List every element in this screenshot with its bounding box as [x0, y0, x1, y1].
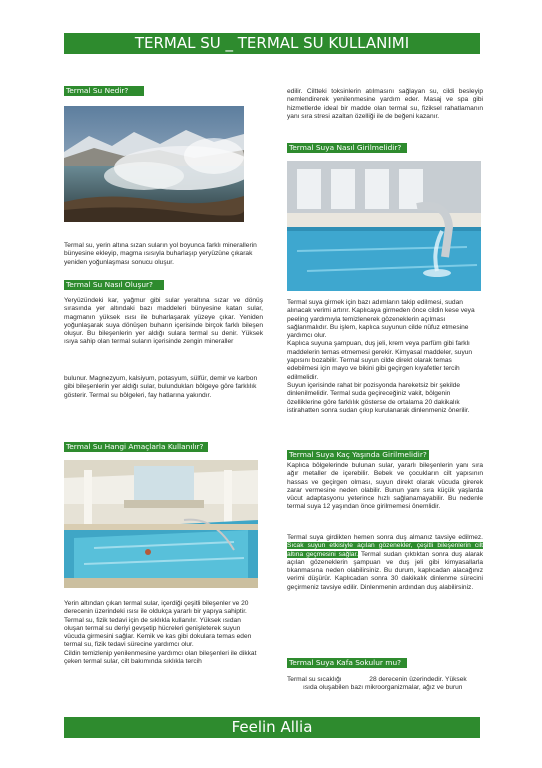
section-heading-what-is: Termal Su Nedir?: [64, 86, 144, 96]
age-paragraph-2-intro: Termal suya girdikten hemen sonra duş almanız tavsiye edilmez.: [287, 534, 483, 541]
page-title: TERMAL SU _ TERMAL SU KULLANIMI: [134, 34, 410, 52]
skin-benefits-paragraph: edilir. Ciltteki toksinlerin atılmasını sağlayan su, cildi besleyip nemlendirerek yenilenmesine yardım eder. Masaj ve spa gibi hizmetlerde ideal bir madde olan termal su, fiziksel rahatlamanın yanı sıra stresi azaltan özelliği ile de beğeni kazanır.: [287, 88, 483, 120]
pool-fountain-photo: [287, 161, 481, 291]
head-under-paragraph: [287, 676, 483, 693]
age-paragraph-2: [287, 534, 483, 592]
thermal-spring-photo: [64, 106, 244, 222]
section-heading-age: Termal Suya Kaç Yaşında Girilmelidir?: [287, 450, 429, 460]
head-under-line-1a: Termal su sıcaklığı: [287, 676, 342, 683]
indoor-thermal-pool-photo: [64, 460, 258, 588]
section-heading-head-under: Termal Suya Kafa Sokulur mu?: [287, 658, 407, 668]
what-is-paragraph: Termal su, yerin altına sızan suların yol boyunca farklı minerallerin bünyesine ekleyip, magma ısısıyla buharlaşıp yeryüzüne çıkarak yeniden yoğunlaşması sonucu oluşur.: [64, 242, 257, 266]
how-formed-paragraph-2: bulunur. Magnezyum, kalsiyum, potasyum, sülfür, demir ve karbon gibi bileşenlerin yer aldığı sular, bulundukları bölgeye göre farklılık gösterir. Termal su bölgeleri, fay hatlarına yakındır.: [64, 375, 258, 399]
page-title-banner: [64, 33, 480, 54]
how-formed-paragraph-1: Yeryüzündeki kar, yağmur gibi sular yeraltına sızar ve dönüş sırasında yer altındaki bazı maddeleri bünyesine katan sular, magmanın yüksek ısısı ile buharlaşarak yüzeye çıkar. Yeniden yoğunlaşarak suya dönüşen buharın içerisinde birçok farklı bileşen oluşur. Bu bileşenlerin yer aldığı sulara termal su denir. Yüksek ısıya sahip olan termal suların içerisinde zengin mineraller: [64, 297, 263, 346]
head-under-line-1b: 28 derecenin üzerindedir. Yüksek: [369, 676, 467, 683]
author-name: Feelin Allia: [231, 718, 313, 736]
section-heading-how-to-enter: Termal Suya Nasıl Girilmelidir?: [287, 143, 407, 153]
uses-paragraph: Yerin altından çıkan termal sular, içerdiği çeşitli bileşenler ve 20 derecenin üzerindeki ısısı ile oldukça yararlı bir yapıya sahiptir. Termal su, fizik tedavi için de sıklıkla kullanılır. Yüksek ısıdan oluşan termal su deriyi gevşetip hücreleri genişleterek suyun vücuda girmesini sağlar. Kemik ve kas gibi dokulara temas eden termal su, fizik tedavi sürecine yardımcı olur. Cildin temizlenip yenilenmesine yardımcı olan bileşenleri ile dikkat çeken termal sular, cilt bakımında sıklıkla tercih: [64, 600, 257, 666]
section-heading-how-formed: Termal Su Nasıl Oluşur?: [64, 280, 164, 290]
age-paragraph-1: Kaplıca bölgelerinde bulunan sular, yararlı bileşenlerin yanı sıra ağır metaller de içerebilir. Bebek ve çocukların cilt yapısının hassas ve geçirgen olması, suyun direkt olarak vücuda girerek zarar vermesine neden olabilir. Bunun yanı sıra küçük yaşlarda vücut adaptasyonu yeterince hızlı sağlanamayabilir. Bu nedenle termal suya 12 yaşından önce girilmemesi önemlidir.: [287, 462, 483, 511]
highlighted-sentence: Sıcak suyun etkisiyle açılan gözenekler, çeşitli bileşenlerin cilt altına geçmesini sağlar.: [287, 542, 483, 558]
how-to-enter-paragraph: Termal suya girmek için bazı adımların takip edilmesi, sudan alınacak verimi artırır. Kaplıcaya girmeden önce cildin kese veya peeling yardımıyla temizlenerek gözeneklerin açılması sağlanmalıdır. Bu işlem, kaplıca suyunun cilde nüfuz etmesine yardımcı olur. Kaplıca suyuna şampuan, duş jeli, krem veya parfüm gibi farklı maddelerin temas etmemesi gerekir. Kimyasal maddeler, suyun yapısını bozabilir. Termal suyun cilde direkt olarak temas edebilmesi için mayo ve bikini gibi geçirgen kıyafetler tercih edilmelidir. Suyun içerisinde rahat bir pozisyonda hareketsiz bir şekilde dinlenilmelidir. Termal suda geçireceğiniz vakit, bölgenin özelliklerine göre farklılık gösterse de ortalama 20 dakikalık istirahatten sonra sudan çıkıp kurulanarak dinlenmeniz önerilir.: [287, 299, 475, 414]
head-under-line-2: ısıda oluşabilen bazı mikroorganizmalar, ağız ve burun: [303, 684, 463, 692]
age-paragraph-2-rest: Termal sudan çıktıktan sonra duş alarak açılan gözeneklerin şampuan ve duş jeli gibi kimyasallarla tıkanmasına neden olabilirsiniz. Bu durum, kaplıcadan alacağınız verimi düşürür. Kaplıcadan sonra 30 dakikalık dinlenme sürecini geçirmeniz tavsiye edilir. Dinlenmenin ardından duş alabilirsiniz.: [287, 550, 484, 591]
section-heading-uses: Termal Su Hangi Amaçlarla Kullanılır?: [64, 442, 208, 452]
author-banner: [64, 717, 480, 738]
